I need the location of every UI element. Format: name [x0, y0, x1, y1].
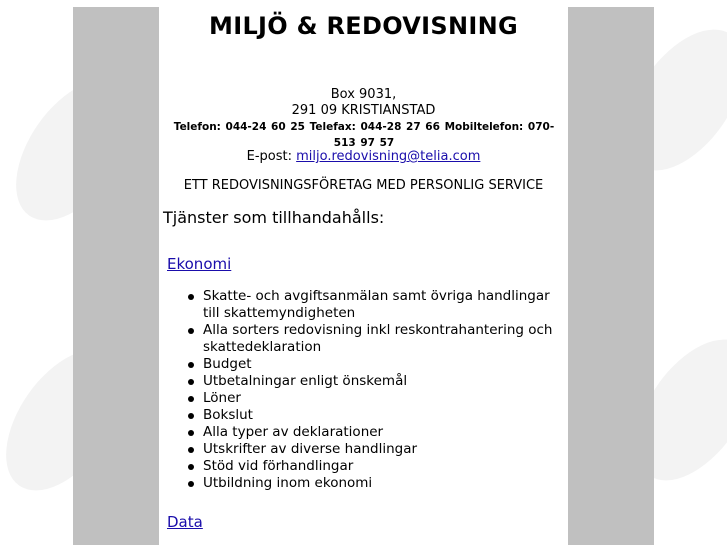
list-item [203, 390, 563, 407]
list-item [203, 458, 563, 475]
list-item [203, 288, 563, 322]
list-item [203, 322, 563, 356]
list-item [203, 441, 563, 458]
list-item-text: Alla sorters redovisning inkl reskontrahantering och skattedeklaration [203, 322, 553, 355]
list-item [203, 356, 563, 373]
list-item [203, 373, 563, 390]
bullet-icon [188, 294, 194, 300]
main-content [159, 7, 568, 545]
company-title: MILJÖ & REDOVISNING [209, 12, 518, 40]
list-item-text: Alla typer av deklarationer [203, 424, 384, 440]
phone-numbers: Telefon: 044-24 60 25 Telefax: 044-28 27 66 Mobiltelefon: 070-513 97 57 [173, 121, 555, 149]
list-item-text: Stöd vid förhandlingar [203, 458, 354, 474]
bullet-icon [188, 396, 194, 402]
list-item-text: Utskrifter av diverse handlingar [203, 441, 418, 457]
list-item [203, 407, 563, 424]
services-heading: Tjänster som tillhandahålls: [163, 208, 385, 227]
ekonomi-link[interactable]: Ekonomi [167, 255, 232, 273]
left-side-panel [73, 7, 159, 545]
address-box: Box 9031, [330, 87, 397, 102]
address-city: 291 09 KRISTIANSTAD [291, 103, 436, 118]
list-item-text: Utbildning inom ekonomi [203, 475, 373, 491]
list-item-text: Löner [203, 390, 241, 406]
bullet-icon [188, 328, 194, 334]
list-item-text: Utbetalningar enligt önskemål [203, 373, 408, 389]
list-item [203, 424, 563, 441]
list-item-text: Budget [203, 356, 252, 372]
data-link[interactable]: Data [167, 513, 203, 531]
bullet-icon [188, 430, 194, 436]
ekonomi-service-list [203, 288, 563, 492]
bullet-icon [188, 362, 194, 368]
bullet-icon [188, 447, 194, 453]
list-item-text: Bokslut [203, 407, 253, 423]
email-line [159, 149, 568, 164]
email-label: E-post: [246, 149, 292, 164]
bullet-icon [188, 379, 194, 385]
right-side-panel [568, 7, 654, 545]
bullet-icon [188, 481, 194, 487]
list-item [203, 475, 563, 492]
email-link[interactable]: miljo.redovisning@telia.com [296, 149, 481, 164]
tagline: ETT REDOVISNINGSFÖRETAG MED PERSONLIG SERVICE [183, 178, 544, 193]
list-item-text: Skatte- och avgiftsanmälan samt övriga handlingar till skattemyndigheten [203, 288, 550, 321]
bullet-icon [188, 413, 194, 419]
bullet-icon [188, 464, 194, 470]
